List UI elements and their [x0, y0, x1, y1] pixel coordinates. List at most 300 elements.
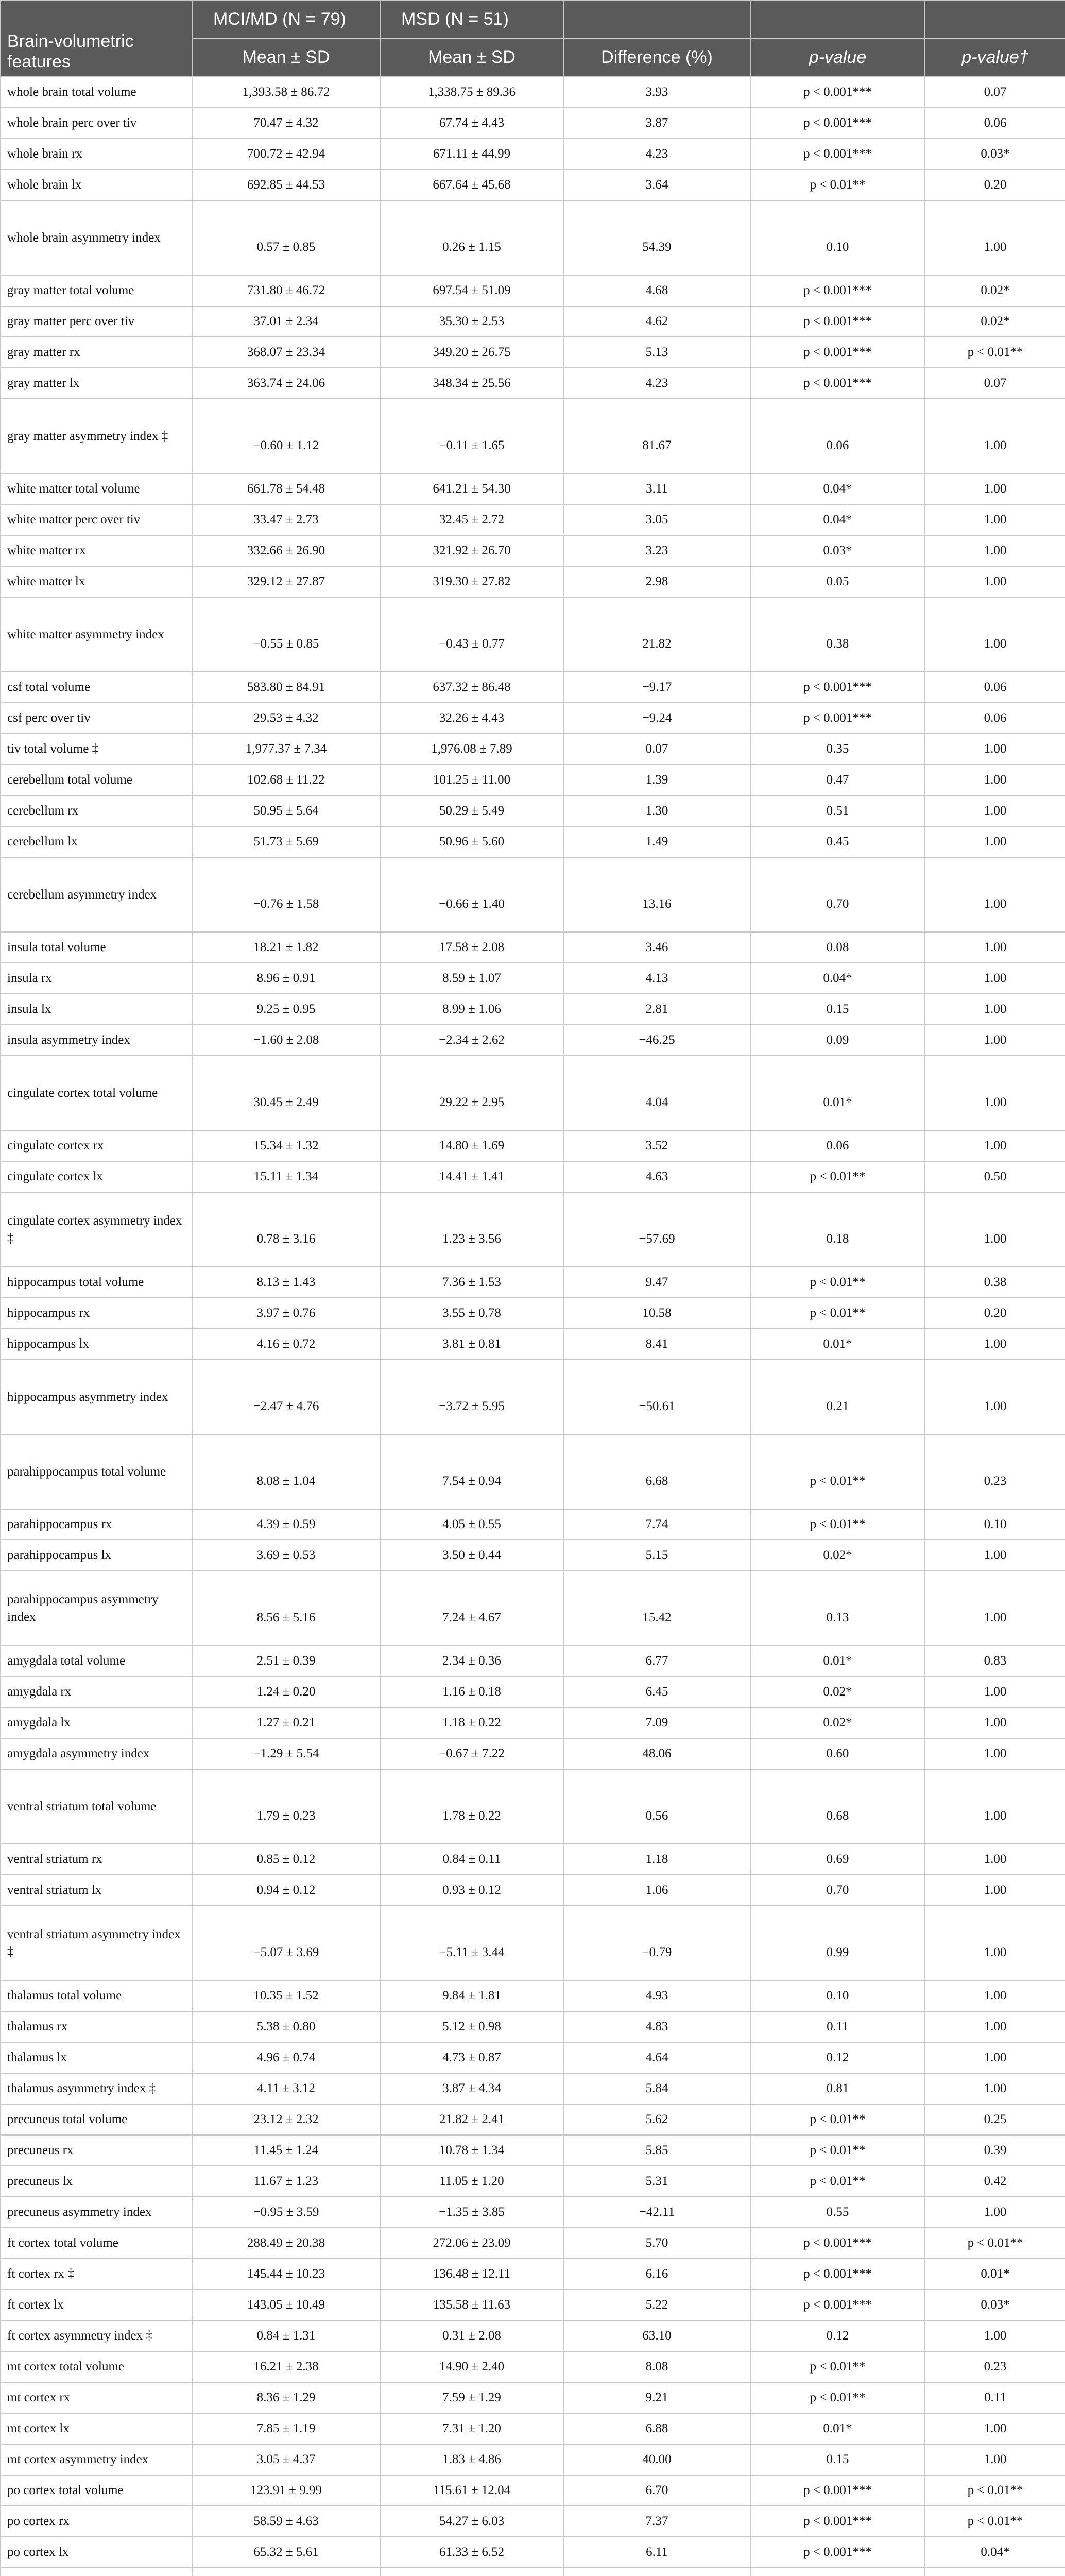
feature-cell: mt cortex rx: [1, 2382, 192, 2413]
pvalue-corrected-cell: 1.00: [925, 1025, 1065, 1056]
mean-msd-cell: 21.82 ± 2.41: [380, 2104, 563, 2135]
pvalue-corrected-cell: 1.00: [925, 826, 1065, 857]
pvalue-corrected-cell: 1.00: [925, 2011, 1065, 2042]
pvalue-corrected-cell: 1.00: [925, 2042, 1065, 2073]
feature-cell: [1, 2568, 192, 2576]
table-row: [1, 368, 1065, 399]
difference-cell: 3.05: [563, 504, 750, 535]
mean-msd-cell: 5.12 ± 0.98: [380, 2011, 563, 2042]
difference-cell: 15.42: [563, 1571, 750, 1646]
pvalue-cell: 0.11: [750, 2011, 925, 2042]
mean-mci-cell: −0.60 ± 1.12: [192, 399, 380, 473]
mean-mci-cell: 18.21 ± 1.82: [192, 932, 380, 963]
table-row: [1, 932, 1065, 963]
feature-cell: parahippocampus rx: [1, 1509, 192, 1540]
feature-cell: parahippocampus total volume: [1, 1434, 192, 1509]
mean-mci-cell: 329.12 ± 27.87: [192, 566, 380, 597]
pvalue-cell: p < 0.01**: [750, 1267, 925, 1298]
mean-mci-cell: 4.16 ± 0.72: [192, 1329, 380, 1360]
mean-mci-cell: −0.76 ± 1.58: [192, 857, 380, 932]
pvalue-cell: 0.81: [750, 2073, 925, 2104]
table-row: [1, 1329, 1065, 1360]
mean-msd-cell: 671.11 ± 44.99: [380, 139, 563, 170]
mean-mci-cell: −1.29 ± 5.54: [192, 1738, 380, 1769]
feature-cell: thalamus lx: [1, 2042, 192, 2073]
mean-mci-cell: 10.35 ± 1.52: [192, 1980, 380, 2011]
mean-msd-cell: 61.33 ± 6.52: [380, 2537, 563, 2568]
table-row: [1, 1875, 1065, 1906]
table-row: [1, 399, 1065, 473]
pvalue-corrected-cell: 0.06: [925, 703, 1065, 734]
pvalue-corrected-cell: 1.00: [925, 399, 1065, 473]
pvalue-corrected-cell: 0.25: [925, 2104, 1065, 2135]
pvalue-cell: p < 0.01**: [750, 170, 925, 200]
difference-cell: −50.61: [563, 1360, 750, 1434]
mean-msd-cell: 7.59 ± 1.29: [380, 2382, 563, 2413]
table-row: [1, 2011, 1065, 2042]
pvalue-corrected-cell: 0.20: [925, 170, 1065, 200]
pvalue-cell: 0.45: [750, 826, 925, 857]
mean-msd-cell: 11.05 ± 1.20: [380, 2166, 563, 2197]
table-row: [1, 826, 1065, 857]
difference-cell: [563, 2568, 750, 2576]
pvalue-corrected-cell: 0.03*: [925, 139, 1065, 170]
pvalue-cell: 0.47: [750, 765, 925, 795]
mean-msd-cell: 272.06 ± 23.09: [380, 2228, 563, 2259]
mean-msd-cell: 115.61 ± 12.04: [380, 2475, 563, 2506]
mean-mci-cell: 288.49 ± 20.38: [192, 2228, 380, 2259]
mean-msd-cell: 667.64 ± 45.68: [380, 170, 563, 200]
pvalue-corrected-cell: 1.00: [925, 1707, 1065, 1738]
mean-mci-cell: 65.32 ± 5.61: [192, 2537, 380, 2568]
pvalue-corrected-cell: 1.00: [925, 200, 1065, 275]
difference-cell: 1.39: [563, 765, 750, 795]
mean-mci-cell: 1.27 ± 0.21: [192, 1707, 380, 1738]
mean-mci-cell: 692.85 ± 44.53: [192, 170, 380, 200]
pvalue-cell: p < 0.001***: [750, 2537, 925, 2568]
pvalue-cell: p < 0.01**: [750, 2382, 925, 2413]
mean-mci-cell: 50.95 ± 5.64: [192, 795, 380, 826]
pvalue-cell: 0.70: [750, 1875, 925, 1906]
feature-cell: hippocampus lx: [1, 1329, 192, 1360]
feature-cell: amygdala rx: [1, 1676, 192, 1707]
mean-mci-cell: 9.25 ± 0.95: [192, 994, 380, 1025]
pvalue-cell: 0.68: [750, 1769, 925, 1844]
pvalue-corrected-cell: 1.00: [925, 2197, 1065, 2228]
pvalue-corrected-cell: 0.07: [925, 368, 1065, 399]
pvalue-cell: p < 0.001***: [750, 703, 925, 734]
feature-cell: cingulate cortex rx: [1, 1130, 192, 1161]
table-row: [1, 2537, 1065, 2568]
table-row: [1, 1360, 1065, 1434]
mean-mci-cell: 661.78 ± 54.48: [192, 473, 380, 504]
header-group-mci: MCI/MD (N = 79): [192, 1, 380, 38]
difference-cell: −46.25: [563, 1025, 750, 1056]
pvalue-cell: 0.15: [750, 994, 925, 1025]
feature-cell: insula lx: [1, 994, 192, 1025]
pvalue-cell: 0.51: [750, 795, 925, 826]
mean-msd-cell: 7.31 ± 1.20: [380, 2413, 563, 2444]
table-row: [1, 473, 1065, 504]
header-blank-difference: [563, 1, 750, 38]
mean-mci-cell: 1.24 ± 0.20: [192, 1676, 380, 1707]
pvalue-corrected-cell: p < 0.01**: [925, 2475, 1065, 2506]
mean-mci-cell: 16.21 ± 2.38: [192, 2351, 380, 2382]
feature-cell: cingulate cortex total volume: [1, 1056, 192, 1130]
pvalue-corrected-cell: 0.10: [925, 1509, 1065, 1540]
difference-cell: −57.69: [563, 1192, 750, 1267]
feature-cell: ventral striatum rx: [1, 1844, 192, 1875]
mean-msd-cell: 50.96 ± 5.60: [380, 826, 563, 857]
pvalue-corrected-cell: 1.00: [925, 1875, 1065, 1906]
feature-cell: precuneus rx: [1, 2135, 192, 2166]
table-row: [1, 1298, 1065, 1329]
pvalue-corrected-cell: 0.38: [925, 1267, 1065, 1298]
mean-msd-cell: 0.84 ± 0.11: [380, 1844, 563, 1875]
table-row: [1, 306, 1065, 337]
pvalue-cell: 0.60: [750, 1738, 925, 1769]
difference-cell: 9.21: [563, 2382, 750, 2413]
difference-cell: 8.41: [563, 1329, 750, 1360]
feature-cell: white matter rx: [1, 535, 192, 566]
mean-mci-cell: 8.96 ± 0.91: [192, 963, 380, 994]
feature-cell: insula asymmetry index: [1, 1025, 192, 1056]
mean-mci-cell: 3.05 ± 4.37: [192, 2444, 380, 2475]
header-feature: Brain-volumetric features: [1, 1, 192, 77]
mean-mci-cell: 11.67 ± 1.23: [192, 2166, 380, 2197]
feature-cell: mt cortex asymmetry index: [1, 2444, 192, 2475]
header-row-groups: [1, 1, 1065, 38]
mean-mci-cell: 363.74 ± 24.06: [192, 368, 380, 399]
difference-cell: 6.16: [563, 2259, 750, 2290]
pvalue-corrected-cell: 1.00: [925, 1056, 1065, 1130]
mean-msd-cell: 32.45 ± 2.72: [380, 504, 563, 535]
feature-cell: po cortex rx: [1, 2506, 192, 2537]
pvalue-cell: p < 0.001***: [750, 2290, 925, 2320]
pvalue-cell: 0.21: [750, 1360, 925, 1434]
mean-mci-cell: 1.79 ± 0.23: [192, 1769, 380, 1844]
mean-msd-cell: −1.35 ± 3.85: [380, 2197, 563, 2228]
table-row: [1, 1434, 1065, 1509]
mean-msd-cell: 8.99 ± 1.06: [380, 994, 563, 1025]
difference-cell: 4.63: [563, 1161, 750, 1192]
feature-cell: amygdala asymmetry index: [1, 1738, 192, 1769]
mean-mci-cell: [192, 2568, 380, 2576]
table-row: [1, 2506, 1065, 2537]
feature-cell: cerebellum lx: [1, 826, 192, 857]
pvalue-cell: 0.03*: [750, 535, 925, 566]
pvalue-corrected-cell: 0.02*: [925, 306, 1065, 337]
table-row: [1, 1130, 1065, 1161]
mean-mci-cell: 0.57 ± 0.85: [192, 200, 380, 275]
mean-mci-cell: 700.72 ± 42.94: [192, 139, 380, 170]
mean-msd-cell: 1.18 ± 0.22: [380, 1707, 563, 1738]
pvalue-corrected-cell: 0.01*: [925, 2259, 1065, 2290]
pvalue-corrected-cell: 0.06: [925, 672, 1065, 703]
pvalue-cell: 0.12: [750, 2042, 925, 2073]
difference-cell: 6.77: [563, 1646, 750, 1676]
mean-msd-cell: 14.90 ± 2.40: [380, 2351, 563, 2382]
difference-cell: 4.62: [563, 306, 750, 337]
table-row: [1, 1769, 1065, 1844]
pvalue-corrected-cell: 1.00: [925, 857, 1065, 932]
pvalue-corrected-cell: 1.00: [925, 795, 1065, 826]
pvalue-cell: p < 0.01**: [750, 2166, 925, 2197]
difference-cell: 1.06: [563, 1875, 750, 1906]
mean-mci-cell: −0.55 ± 0.85: [192, 597, 380, 672]
difference-cell: 6.45: [563, 1676, 750, 1707]
table-row: [1, 1192, 1065, 1267]
pvalue-corrected-cell: 1.00: [925, 1130, 1065, 1161]
pvalue-cell: 0.10: [750, 200, 925, 275]
mean-mci-cell: 30.45 ± 2.49: [192, 1056, 380, 1130]
table-row: [1, 108, 1065, 139]
mean-msd-cell: 3.81 ± 0.81: [380, 1329, 563, 1360]
mean-mci-cell: 33.47 ± 2.73: [192, 504, 380, 535]
mean-mci-cell: 15.34 ± 1.32: [192, 1130, 380, 1161]
mean-msd-cell: 1.78 ± 0.22: [380, 1769, 563, 1844]
pvalue-corrected-cell: 1.00: [925, 994, 1065, 1025]
difference-cell: 5.22: [563, 2290, 750, 2320]
difference-cell: 1.18: [563, 1844, 750, 1875]
pvalue-corrected-cell: 0.02*: [925, 275, 1065, 306]
pvalue-cell: 0.04*: [750, 963, 925, 994]
mean-mci-cell: 368.07 ± 23.34: [192, 337, 380, 368]
feature-cell: white matter perc over tiv: [1, 504, 192, 535]
feature-cell: po cortex total volume: [1, 2475, 192, 2506]
table-row: [1, 1509, 1065, 1540]
header-pvalue-corrected: p-value†: [925, 38, 1065, 77]
difference-cell: −9.17: [563, 672, 750, 703]
pvalue-corrected-cell: p < 0.01**: [925, 2506, 1065, 2537]
pvalue-corrected-cell: 1.00: [925, 2320, 1065, 2351]
feature-cell: csf total volume: [1, 672, 192, 703]
mean-msd-cell: 1,338.75 ± 89.36: [380, 77, 563, 108]
difference-cell: 4.13: [563, 963, 750, 994]
mean-mci-cell: 37.01 ± 2.34: [192, 306, 380, 337]
pvalue-cell: 0.02*: [750, 1676, 925, 1707]
pvalue-corrected-cell: 0.23: [925, 1434, 1065, 1509]
pvalue-corrected-cell: 0.07: [925, 77, 1065, 108]
mean-mci-cell: 5.38 ± 0.80: [192, 2011, 380, 2042]
table-row: [1, 2228, 1065, 2259]
table-row: [1, 672, 1065, 703]
pvalue-cell: p < 0.001***: [750, 2228, 925, 2259]
mean-msd-cell: 0.93 ± 0.12: [380, 1875, 563, 1906]
feature-cell: ft cortex asymmetry index ‡: [1, 2320, 192, 2351]
feature-cell: hippocampus rx: [1, 1298, 192, 1329]
mean-msd-cell: 101.25 ± 11.00: [380, 765, 563, 795]
feature-cell: ft cortex rx ‡: [1, 2259, 192, 2290]
feature-cell: ft cortex lx: [1, 2290, 192, 2320]
feature-cell: whole brain perc over tiv: [1, 108, 192, 139]
pvalue-corrected-cell: 0.06: [925, 108, 1065, 139]
pvalue-cell: p < 0.001***: [750, 2506, 925, 2537]
difference-cell: 54.39: [563, 200, 750, 275]
pvalue-corrected-cell: 1.00: [925, 566, 1065, 597]
difference-cell: 13.16: [563, 857, 750, 932]
mean-msd-cell: 29.22 ± 2.95: [380, 1056, 563, 1130]
pvalue-cell: 0.04*: [750, 473, 925, 504]
feature-cell: hippocampus total volume: [1, 1267, 192, 1298]
mean-mci-cell: 8.13 ± 1.43: [192, 1267, 380, 1298]
pvalue-cell: 0.08: [750, 932, 925, 963]
mean-msd-cell: 1,976.08 ± 7.89: [380, 734, 563, 765]
difference-cell: 4.83: [563, 2011, 750, 2042]
feature-cell: thalamus rx: [1, 2011, 192, 2042]
pvalue-cell: 0.13: [750, 1571, 925, 1646]
difference-cell: 4.64: [563, 2042, 750, 2073]
table-row: [1, 857, 1065, 932]
mean-mci-cell: 11.45 ± 1.24: [192, 2135, 380, 2166]
mean-mci-cell: 15.11 ± 1.34: [192, 1161, 380, 1192]
difference-cell: 5.15: [563, 1540, 750, 1571]
pvalue-cell: 0.04*: [750, 504, 925, 535]
mean-mci-cell: 8.56 ± 5.16: [192, 1571, 380, 1646]
pvalue-cell: 0.70: [750, 857, 925, 932]
mean-mci-cell: −0.95 ± 3.59: [192, 2197, 380, 2228]
difference-cell: −0.79: [563, 1906, 750, 1980]
pvalue-corrected-cell: p < 0.01**: [925, 337, 1065, 368]
pvalue-corrected-cell: 0.39: [925, 2135, 1065, 2166]
table-row: [1, 1906, 1065, 1980]
header-mean-mci: Mean ± SD: [192, 38, 380, 77]
mean-msd-cell: 697.54 ± 51.09: [380, 275, 563, 306]
mean-mci-cell: 3.69 ± 0.53: [192, 1540, 380, 1571]
table-row: [1, 734, 1065, 765]
difference-cell: 7.09: [563, 1707, 750, 1738]
feature-cell: thalamus total volume: [1, 1980, 192, 2011]
mean-mci-cell: 2.51 ± 0.39: [192, 1646, 380, 1676]
mean-msd-cell: −0.66 ± 1.40: [380, 857, 563, 932]
table-row: [1, 170, 1065, 200]
mean-mci-cell: 4.11 ± 3.12: [192, 2073, 380, 2104]
header-pvalue: p-value: [750, 38, 925, 77]
pvalue-corrected-cell: 1.00: [925, 932, 1065, 963]
table-row: [1, 1571, 1065, 1646]
difference-cell: 2.98: [563, 566, 750, 597]
pvalue-corrected-cell: 1.00: [925, 473, 1065, 504]
pvalue-cell: 0.99: [750, 1906, 925, 1980]
pvalue-cell: p < 0.01**: [750, 1298, 925, 1329]
table-row: [1, 139, 1065, 170]
pvalue-corrected-cell: 1.00: [925, 963, 1065, 994]
feature-cell: amygdala total volume: [1, 1646, 192, 1676]
mean-msd-cell: 0.26 ± 1.15: [380, 200, 563, 275]
difference-cell: 5.70: [563, 2228, 750, 2259]
feature-cell: ventral striatum asymmetry index ‡: [1, 1906, 192, 1980]
pvalue-cell: p < 0.01**: [750, 1434, 925, 1509]
difference-cell: 5.84: [563, 2073, 750, 2104]
mean-mci-cell: 0.84 ± 1.31: [192, 2320, 380, 2351]
feature-cell: gray matter perc over tiv: [1, 306, 192, 337]
pvalue-cell: 0.05: [750, 566, 925, 597]
pvalue-cell: 0.02*: [750, 1540, 925, 1571]
feature-cell: white matter lx: [1, 566, 192, 597]
pvalue-corrected-cell: 1.00: [925, 504, 1065, 535]
difference-cell: 5.62: [563, 2104, 750, 2135]
pvalue-corrected-cell: 1.00: [925, 1844, 1065, 1875]
pvalue-cell: p < 0.001***: [750, 77, 925, 108]
table-row: [1, 200, 1065, 275]
table-row: [1, 2351, 1065, 2382]
mean-mci-cell: 123.91 ± 9.99: [192, 2475, 380, 2506]
pvalue-corrected-cell: 1.00: [925, 1360, 1065, 1434]
feature-cell: ventral striatum total volume: [1, 1769, 192, 1844]
difference-cell: 2.81: [563, 994, 750, 1025]
header-group-msd: MSD (N = 51): [380, 1, 563, 38]
pvalue-cell: p < 0.001***: [750, 672, 925, 703]
difference-cell: 4.04: [563, 1056, 750, 1130]
pvalue-cell: 0.15: [750, 2444, 925, 2475]
pvalue-corrected-cell: 1.00: [925, 1571, 1065, 1646]
difference-cell: 5.31: [563, 2166, 750, 2197]
pvalue-corrected-cell: 0.42: [925, 2166, 1065, 2197]
mean-msd-cell: 50.29 ± 5.49: [380, 795, 563, 826]
difference-cell: 3.23: [563, 535, 750, 566]
pvalue-cell: p < 0.001***: [750, 108, 925, 139]
feature-cell: parahippocampus lx: [1, 1540, 192, 1571]
feature-cell: ventral striatum lx: [1, 1875, 192, 1906]
pvalue-cell: p < 0.001***: [750, 368, 925, 399]
difference-cell: 3.87: [563, 108, 750, 139]
difference-cell: 4.68: [563, 275, 750, 306]
difference-cell: 10.58: [563, 1298, 750, 1329]
feature-cell: ft cortex total volume: [1, 2228, 192, 2259]
mean-msd-cell: 4.73 ± 0.87: [380, 2042, 563, 2073]
mean-msd-cell: 321.92 ± 26.70: [380, 535, 563, 566]
feature-cell: po cortex lx: [1, 2537, 192, 2568]
pvalue-cell: p < 0.001***: [750, 275, 925, 306]
pvalue-corrected-cell: 1.00: [925, 597, 1065, 672]
table-row: [1, 2259, 1065, 2290]
feature-cell: cingulate cortex lx: [1, 1161, 192, 1192]
pvalue-cell: p < 0.01**: [750, 2135, 925, 2166]
feature-cell: cingulate cortex asymmetry index ‡: [1, 1192, 192, 1267]
mean-msd-cell: 14.41 ± 1.41: [380, 1161, 563, 1192]
table-row: [1, 1025, 1065, 1056]
pvalue-cell: p < 0.001***: [750, 306, 925, 337]
mean-mci-cell: 7.85 ± 1.19: [192, 2413, 380, 2444]
mean-mci-cell: 4.96 ± 0.74: [192, 2042, 380, 2073]
difference-cell: 8.08: [563, 2351, 750, 2382]
table-row: [1, 2475, 1065, 2506]
difference-cell: 3.64: [563, 170, 750, 200]
pvalue-cell: p < 0.01**: [750, 2104, 925, 2135]
table-row: [1, 77, 1065, 108]
pvalue-corrected-cell: 1.00: [925, 1738, 1065, 1769]
header-blank-pvalue: [750, 1, 925, 38]
pvalue-corrected-cell: 1.00: [925, 2444, 1065, 2475]
mean-mci-cell: 145.44 ± 10.23: [192, 2259, 380, 2290]
difference-cell: 4.23: [563, 139, 750, 170]
pvalue-corrected-cell: 1.00: [925, 734, 1065, 765]
table-row: [1, 2382, 1065, 2413]
difference-cell: −42.11: [563, 2197, 750, 2228]
table-row: [1, 2197, 1065, 2228]
pvalue-corrected-cell: 0.20: [925, 1298, 1065, 1329]
mean-mci-cell: −5.07 ± 3.69: [192, 1906, 380, 1980]
table-row: [1, 2073, 1065, 2104]
pvalue-cell: 0.01*: [750, 2413, 925, 2444]
pvalue-corrected-cell: [925, 2568, 1065, 2576]
mean-msd-cell: 1.16 ± 0.18: [380, 1676, 563, 1707]
feature-cell: mt cortex lx: [1, 2413, 192, 2444]
table-row: [1, 2042, 1065, 2073]
mean-msd-cell: −2.34 ± 2.62: [380, 1025, 563, 1056]
mean-mci-cell: 102.68 ± 11.22: [192, 765, 380, 795]
difference-cell: 48.06: [563, 1738, 750, 1769]
